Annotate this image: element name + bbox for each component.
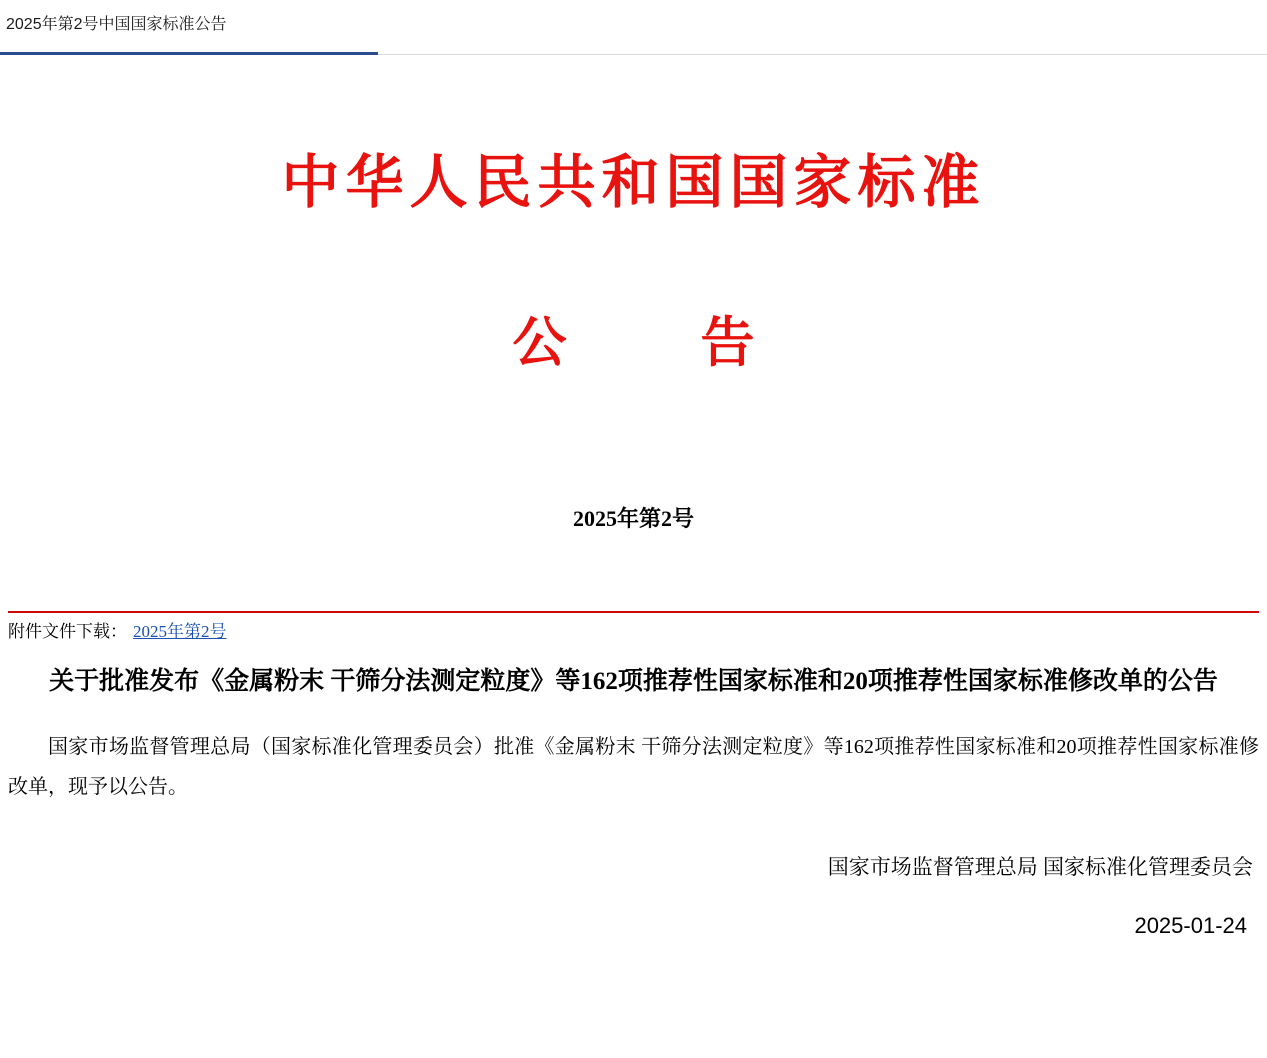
attachment-download-link[interactable]: 2025年第2号 (133, 621, 227, 641)
browser-tab-active[interactable]: 2025年第2号中国国家标准公告 (0, 10, 378, 55)
notice-title: 关于批准发布《金属粉末 干筛分法测定粒度》等162项推荐性国家标准和20项推荐性国家标准修改单的公告 (49, 667, 1218, 695)
attachment-row (8, 619, 1259, 645)
document-header-type: 公 告 (512, 312, 795, 373)
attachment-label: 附件文件下载： (8, 621, 127, 641)
notice-body-paragraph: 国家市场监督管理总局（国家标准化管理委员会）批准《金属粉末 干筛分法测定粒度》等162项推荐性国家标准和20项推荐性国家标准修改单，现予以公告。 (8, 735, 1259, 798)
document-header-title: 中华人民共和国国家标准 (281, 150, 986, 215)
browser-tab-bar (0, 0, 1267, 55)
document-page (0, 55, 1267, 939)
document-number: 2025年第2号 (572, 505, 694, 531)
issuing-authority: 国家市场监督管理总局 国家标准化管理委员会 (827, 854, 1253, 879)
attachment-section (8, 611, 1259, 645)
issue-date: 2025-01-24 (1134, 912, 1247, 938)
